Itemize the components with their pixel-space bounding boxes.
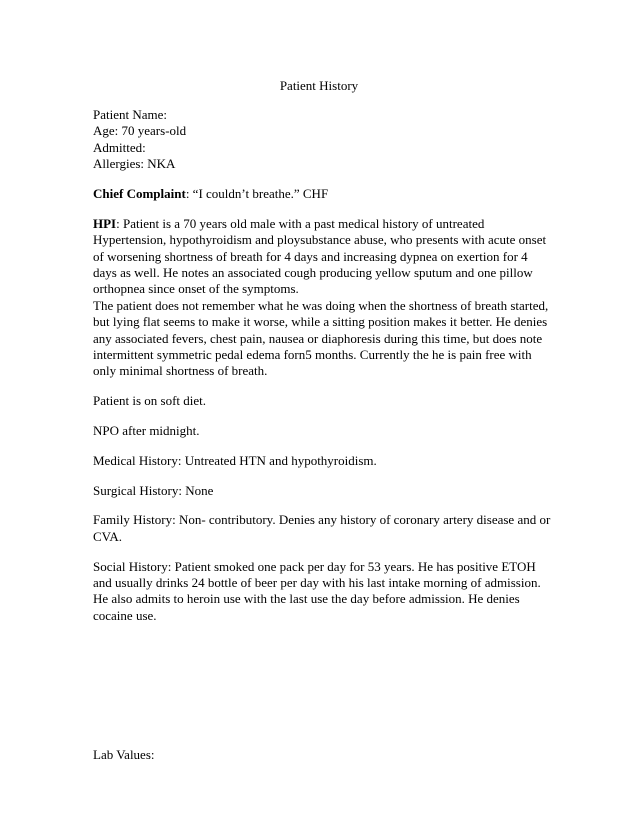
spacer — [93, 173, 551, 186]
family-history-paragraph: Family History: Non- contributory. Denies any history of coronary artery disease and or CVA. — [93, 512, 551, 544]
patient-name-line: Patient Name: — [93, 107, 168, 122]
spacer — [93, 202, 551, 215]
chief-complaint-line — [93, 186, 551, 202]
spacer — [93, 499, 551, 512]
age-line: Age: 70 years-old — [93, 123, 187, 139]
hpi-paragraph — [93, 216, 551, 298]
spacer — [93, 624, 551, 747]
medical-history-line: Medical History: Untreated HTN and hypothyroidism. — [93, 452, 377, 468]
spacer — [93, 469, 551, 482]
social-history-paragraph: Social History: Patient smoked one pack per day for 53 years. He has positive ETOH and usually drinks 24 bottle of beer per day with his last intake morning of admission. He also admits to heroin use with the last use the day before admission. He denies cocaine use. — [93, 558, 541, 623]
chief-complaint-label: Chief Complaint — [93, 186, 186, 202]
spacer — [93, 410, 551, 423]
hpi-paragraph-2: The patient does not remember what he was doing when the shortness of breath started, but lying flat seems to make it worse, while a sitting position makes it better. He denies any associated fevers, chest pain, nausea or diaphoresis during this time, but does note intermittent symmetric pedal edema forn5 months. Currently the he is pain free with only minimal shortness of breath. — [93, 297, 549, 379]
allergies-line: Allergies: NKA — [93, 156, 176, 172]
document-title: Patient History — [279, 78, 359, 93]
surgical-history-line: Surgical History: None — [93, 482, 214, 498]
hpi-text: : Patient is a 70 years old male with a past medical history of untreated Hypertension, hypothyroidism and ploysubstance abuse, who presents with acute onset of worsening shortness of breath for 4 days and increasing dypnea on exertion for 4 days as well. He notes an associated cough producing yellow sputum and one pillow orthopnea since onset of the symptoms. — [93, 215, 547, 297]
spacer — [93, 439, 551, 452]
admitted-line: Admitted: — [93, 139, 146, 155]
lab-values-line: Lab Values: — [93, 747, 155, 763]
diet-line: Patient is on soft diet. — [93, 393, 207, 409]
spacer — [93, 545, 551, 558]
npo-line: NPO after midnight. — [93, 423, 200, 439]
chief-complaint-text: : “I couldn’t breathe.” CHF — [185, 186, 329, 202]
hpi-label: HPI — [93, 215, 117, 231]
document-body — [93, 107, 551, 764]
spacer — [93, 380, 551, 393]
